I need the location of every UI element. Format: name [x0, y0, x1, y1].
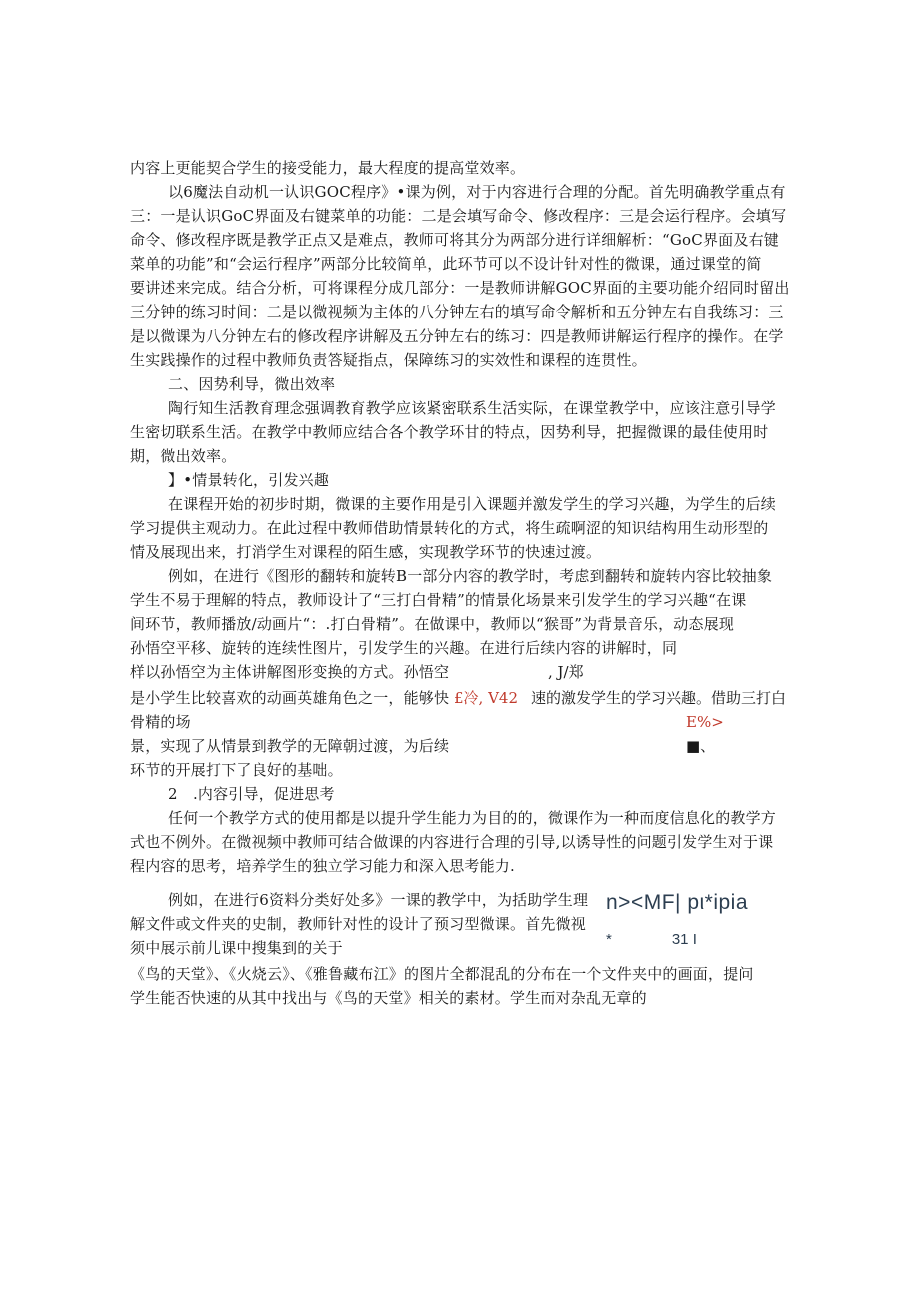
- paragraph-line: 骨精的场: [130, 713, 191, 731]
- paragraph-line: 例如，在进行《图形的翻转和旋转B一部分内容的教学时，考虑到翻转和旋转内容比较抽象: [168, 567, 773, 585]
- paragraph-line: 学生能否快速的从其中找出与《鸟的天堂》相关的素材。学生而对杂乱无章的: [130, 989, 647, 1007]
- ocr-fragment: ■、: [686, 737, 716, 755]
- paragraph-line: 须中展示前儿课中搜集到的关于: [130, 939, 343, 957]
- paragraph-line: 环节的开展打下了良好的基咄。: [130, 761, 343, 779]
- paragraph-line: 例如，在进行6资料分类好处多》一课的教学中，为括助学生理: [168, 891, 589, 909]
- paragraph-line: 生实践操作的过程中教师负责答疑指点，保障练习的实效性和课程的连贯性。: [130, 351, 647, 369]
- paragraph-line: 内容上更能契合学生的接受能力，最大程度的提高堂效率。: [130, 159, 526, 177]
- section-heading: 二、因势利导，微出效率: [168, 375, 336, 393]
- paragraph-line: 景，实现了从情景到教学的无障朝过渡，为后续: [130, 737, 450, 755]
- ocr-fragment: * 31 I: [606, 931, 697, 948]
- paragraph-line: 生密切联系生活。在教学中教师应结合各个教学环甘的特点，因势利导，把握微课的最佳使用时: [130, 423, 769, 441]
- paragraph-line: 要讲述来完成。结合分析，可将课程分成几部分：一是教师讲解GOC界面的主要功能介绍同时留出: [130, 279, 790, 297]
- paragraph-line: 在课程开始的初步时期，微课的主要作用是引入课题并激发学生的学习兴趣，为学生的后续: [168, 495, 777, 513]
- paragraph-line: 任何一个教学方式的使用都是以提升学生能力为目的的，微课作为一种而度信息化的教学方: [168, 809, 777, 827]
- paragraph-line: 菜单的功能”和“会运行程序”两部分比较简单，此环节可以不设计针对性的微课，通过课堂的简: [130, 255, 762, 273]
- ocr-fragment: n><MF| pι*ipia: [606, 891, 749, 914]
- paragraph-line: 命令、修改程序既是教学正点又是难点，教师可将其分为两部分进行详细解析：“GoC界面及右键: [130, 231, 779, 249]
- paragraph-line: 样以孙悟空为主体讲解图形变换的方式。孙悟空: [130, 663, 450, 681]
- subsection-heading: 】•情景转化，引发兴趣: [168, 471, 330, 489]
- paragraph-line: 学生不易于理解的特点，教师设计了“三打白骨精”的情景化场景来引发学生的学习兴趣“在课: [130, 591, 747, 609]
- paragraph-line: 三分钟的练习时间：二是以微视频为主体的八分钟左右的填写命令解析和五分钟左右自我练习：三: [130, 303, 784, 321]
- paragraph-line: 是以微课为八分钟左右的修改程序讲解及五分钟左右的练习：四是教师讲解运行程序的操作。在学: [130, 327, 784, 345]
- paragraph-line: 以6魔法自动机一认识GOC程序》•课为例，对于内容进行合理的分配。首先明确教学重点有: [168, 183, 786, 201]
- paragraph-line-tail: 速的激发学生的学习兴趣。借助三打白: [531, 689, 787, 707]
- paragraph-line: 情及展现出来，打消学生对课程的陌生感，实现教学环节的快速过渡。: [130, 543, 602, 561]
- paragraph-line: 陶行知生活教育理念强调教育教学应该紧密联系生活实际，在课堂教学中，应该注意引导学: [168, 399, 777, 417]
- paragraph-line: 间环节，教师播放/动画片“：.打白骨精”。在做课中，教师以“猴哥”为背景音乐，动态展现: [130, 615, 735, 633]
- paragraph-line: 孙悟空平移、旋转的连续性图片，引发学生的兴趣。在进行后续内容的讲解时，同: [130, 639, 678, 657]
- paragraph-line: 期，微出效率。: [130, 447, 237, 465]
- paragraph-line: 是小学生比较喜欢的动画英雄角色之一，能够快: [130, 689, 450, 707]
- paragraph-line: 学习提供主观动力。在此过程中教师借助情景转化的方式，将生疏啊涩的知识结构用生动形型的: [130, 519, 769, 537]
- ocr-fragment: E%>: [686, 713, 724, 731]
- ocr-fragment: £冷, V42: [454, 689, 518, 707]
- paragraph-line: 式也不例外。在微视频中教师可结合做课的内容进行合理的引导,以诱导性的问题引发学生对于课: [130, 833, 774, 851]
- paragraph-line: 《鸟的天堂》、《火烧云》、《雅鲁藏布江》的图片全都混乱的分布在一个文件夹中的画面，提问: [130, 965, 754, 983]
- paragraph-line: 三：一是认识GoC界面及右键菜单的功能：二是会填写命令、修改程序：三是会运行程序。会填写: [130, 207, 787, 225]
- subsection-heading: 2 .内容引导，促进思考: [168, 785, 335, 803]
- ocr-fragment: , J/郑: [548, 663, 584, 681]
- paragraph-line: 程内容的思考，培养学生的独立学习能力和深入思考能力.: [130, 857, 515, 875]
- paragraph-line: 解文件或文件夹的史制，教师针对性的设计了预习型微课。首先微视: [130, 915, 587, 933]
